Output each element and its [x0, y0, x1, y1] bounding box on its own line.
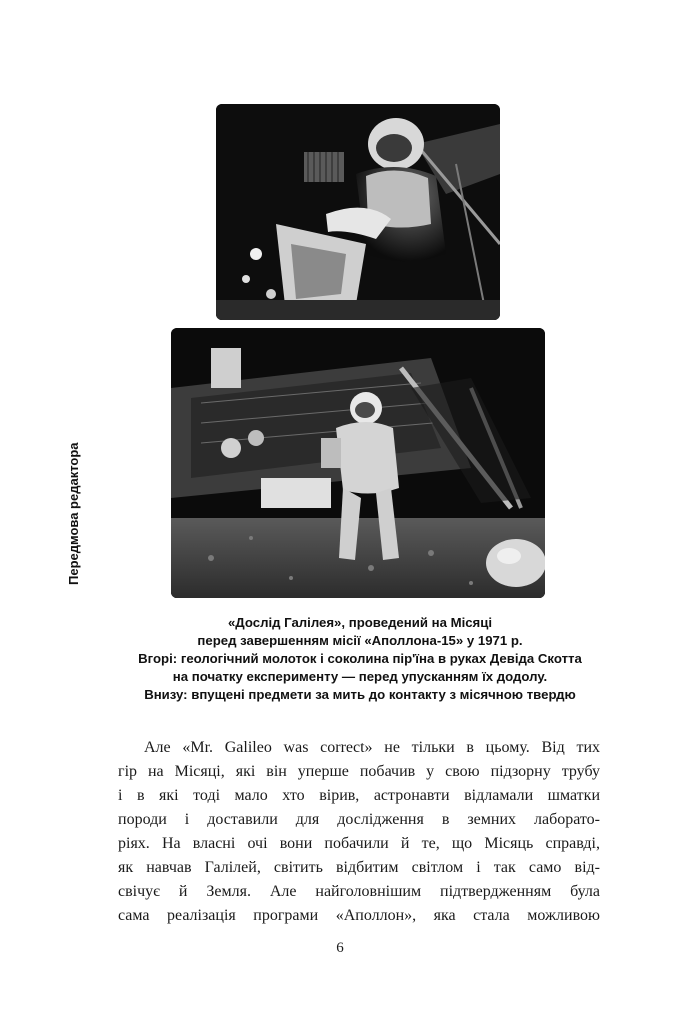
- astronaut-hammer-feather-photo: [216, 104, 500, 320]
- caption-line: «Дослід Галілея», проведений на Місяці: [227, 615, 493, 630]
- photo-top: [216, 104, 500, 320]
- text-line: породи і доставили для дослідження в земних лаборато-: [118, 811, 600, 828]
- text-line: як навчав Галілей, світить відбитим світлом і так само від-: [118, 859, 600, 876]
- photo-bottom: [171, 328, 545, 598]
- astronaut-lunar-module-photo: [171, 328, 545, 598]
- text-line: гір на Місяці, які він уперше побачив у свою підзорну трубу: [118, 763, 600, 780]
- caption-line: перед завершенням місії «Аполлона-15» у 1971 р.: [197, 633, 523, 648]
- photo-caption: [100, 614, 620, 704]
- text-line: свічує й Земля. Але найголовнішим підтвердженням була: [118, 883, 600, 900]
- body-paragraph: [118, 736, 600, 928]
- caption-line: Вгорі: геологічний молоток і соколина пір'їна в руках Девіда Скотта: [138, 651, 582, 666]
- running-header: Передмова редактора: [66, 442, 81, 585]
- text-line: сама реалізація програми «Аполлон», яка стала можливою: [118, 907, 600, 924]
- text-line: і в які тоді мало хто вірив, астронавти відламали шматки: [118, 787, 600, 804]
- text-line: Але «Mr. Galileo was correct» не тільки в цьому. Від тих: [144, 739, 600, 756]
- page-number: 6: [336, 940, 344, 956]
- caption-line: Внизу: впущені предмети за мить до контакту з місячною твердю: [144, 687, 576, 702]
- caption-line: на початку експерименту — перед упусканням їх додолу.: [172, 669, 548, 684]
- text-line: ріях. На власні очі вони побачили й те, що Місяць справді,: [118, 835, 600, 852]
